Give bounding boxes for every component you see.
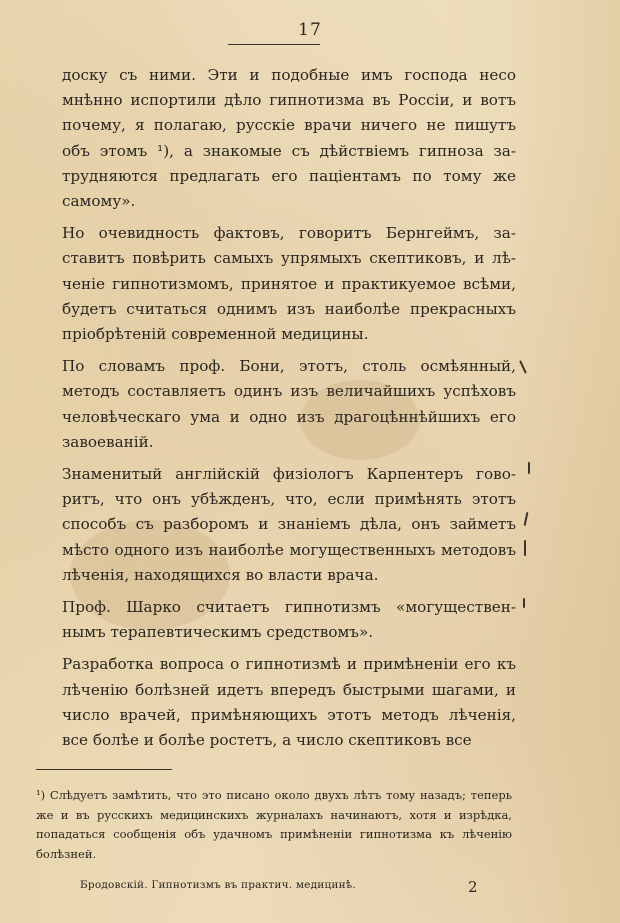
text-line: способъ съ разборомъ и знаніемъ дѣла, онъ займетъ — [62, 515, 516, 534]
text-line: трудняются предлагать его пацiентамъ по тому же — [62, 166, 516, 185]
pencil-mark — [528, 462, 530, 474]
text-line: ченіе гипнотизмомъ, принятое и практикуемое всѣми, — [62, 274, 516, 293]
text-line: объ этомъ ¹), а знакомые съ дѣйствіемъ гипноза за- — [62, 141, 516, 160]
paragraph-2 — [62, 221, 516, 347]
pencil-mark — [524, 512, 529, 526]
text-line: Разработка вопроса о гипнотизмѣ и примѣненіи его — [62, 655, 491, 674]
header-rule — [228, 44, 320, 45]
paragraph-4 — [62, 462, 516, 588]
text-line: Проф. Шарко считаетъ гипнотизмъ «могуществен- — [62, 598, 516, 617]
pencil-mark — [524, 540, 526, 556]
pencil-mark — [523, 598, 525, 608]
paragraph-5 — [62, 595, 516, 645]
text-line: почему, я полагаю, русскіе врачи ничего не пишутъ — [62, 116, 516, 135]
text-line: методъ составляетъ одинъ изъ величайшихъ успѣховъ — [62, 382, 516, 401]
text-line: и число врачей, примѣняющихъ этотъ методъ лѣченія, — [62, 680, 516, 724]
text-line: все болѣе и болѣе ростетъ, а число скептиковъ все — [62, 731, 472, 750]
text-line: къ лѣченію болѣзней идетъ впередъ быстрыми шагами, — [62, 655, 516, 699]
text-line: будетъ считаться однимъ изъ наиболѣе прекрасныхъ — [62, 299, 516, 318]
paragraph-3 — [62, 354, 516, 455]
text-line: мнѣнно испортили дѣло гипнотизма въ Россіи, и вотъ — [62, 91, 516, 110]
footnote-line: гипнотизма къ лѣченію болѣзней. — [36, 827, 512, 861]
text-line: завоеваній. — [62, 432, 154, 451]
page-number: 17 — [298, 20, 322, 40]
footnote — [36, 786, 512, 864]
text-line: Но очевидность фактовъ, говоритъ Бернгеймъ, за- — [62, 224, 516, 243]
sheet-number: 2 — [468, 878, 478, 896]
footnote-line: назадъ; теперь же и въ русскихъ медицинскихъ журналахъ начинаютъ, — [36, 788, 512, 822]
footnote-line: ¹) Слѣдуетъ замѣтить, что это писано около двухъ лѣтъ тому — [36, 788, 416, 802]
text-line: По словамъ проф. Бони, этотъ, столь осмѣянный, — [62, 357, 516, 376]
text-line: мѣсто одного изъ наиболѣе могущественныхъ методовъ — [62, 540, 516, 559]
text-line: самому». — [62, 192, 136, 211]
footnote-rule — [36, 769, 172, 770]
text-line: ставитъ повѣрить самыхъ упрямыхъ скептиковъ, и лѣ- — [62, 249, 516, 268]
text-line: пріобрѣтеній современной медицины. — [62, 325, 369, 344]
text-line: лѣченія, находящихся во власти врача. — [62, 565, 379, 584]
text-line: Знаменитый англійскій физіологъ Карпентеръ гово- — [62, 465, 516, 484]
body-text — [62, 63, 516, 753]
text-line: человѣческаго ума и одно изъ драгоцѣннѣйшихъ его — [62, 407, 516, 426]
text-line: доску съ ними. Эти и подобные имъ господа несо — [62, 66, 516, 84]
paragraph-6 — [62, 652, 516, 753]
text-line: нымъ терапевтическимъ средствомъ». — [62, 623, 374, 642]
signature-line: Бродовскій. Гипнотизмъ въ практич. медицинѣ. — [80, 879, 356, 891]
text-line: ритъ, что онъ убѣжденъ, что, если примѣнять этотъ — [62, 490, 516, 509]
footnote-line: хотя и изрѣдка, попадаться сообщенія объ удачномъ примѣненіи — [36, 807, 513, 841]
pencil-mark — [519, 360, 527, 374]
paragraph-1 — [62, 63, 516, 214]
